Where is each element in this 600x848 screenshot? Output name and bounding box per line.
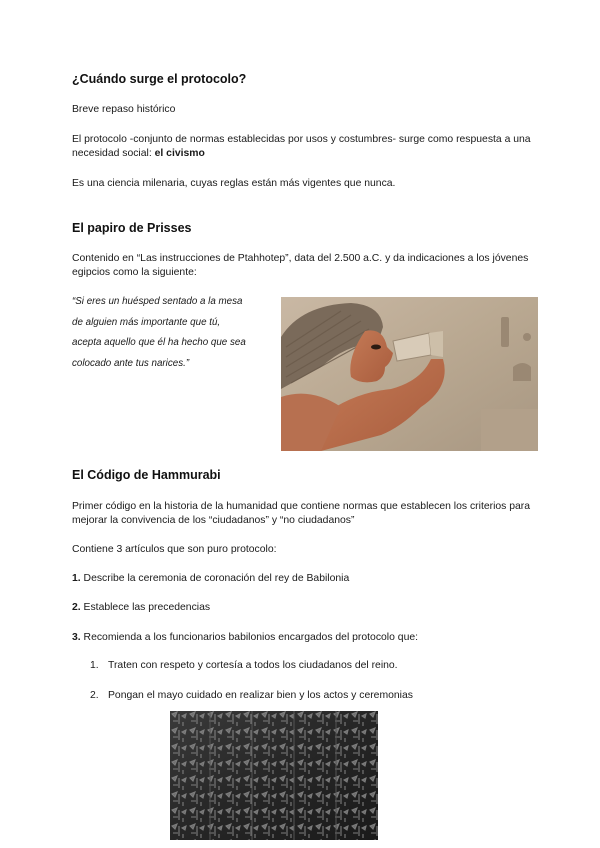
article-text: Recomienda a los funcionarios babilonios encargados del protocolo que: <box>80 632 419 643</box>
egyptian-relief-image <box>281 297 538 451</box>
article-number: 3. <box>72 632 81 643</box>
quote-line: acepta aquello que él ha hecho que sea <box>72 337 246 348</box>
article-number: 1. <box>72 573 81 584</box>
paragraph-protocol-definition <box>72 133 532 161</box>
article-text: Establece las precedencias <box>80 602 211 613</box>
sublist-text: Pongan el mayo cuidado en realizar bien y los actos y ceremonias <box>108 690 413 701</box>
article-item <box>72 572 349 586</box>
article-item <box>72 631 418 645</box>
heading-prisses-papyrus: El papiro de Prisses <box>72 221 192 235</box>
article-item <box>72 601 210 615</box>
quote-block <box>72 292 277 374</box>
sublist-number: 1. <box>90 660 99 671</box>
cuneiform-stele-image <box>170 711 378 840</box>
paragraph-ptahhotep-intro: Contenido en “Las instrucciones de Ptahhotep”, data del 2.500 a.C. y da indicaciones a los jóvenes egipcios como la siguiente: <box>72 253 529 278</box>
quote-line: colocado ante tus narices.” <box>72 357 190 369</box>
quote-line: “Si eres un huésped sentado a la mesa <box>72 296 243 307</box>
sublist-number: 2. <box>90 690 99 701</box>
heading-hammurabi-code: El Código de Hammurabi <box>72 468 221 482</box>
heading-protocol-origin: ¿Cuándo surge el protocolo? <box>72 72 247 86</box>
quote-line: de alguien más importante que tú, <box>72 316 221 328</box>
paragraph-millenary-science: Es una ciencia milenaria, cuyas reglas están más vigentes que nunca. <box>72 178 396 189</box>
definition-bold: el civismo <box>154 148 205 159</box>
article-number: 2. <box>72 602 81 613</box>
sublist-item <box>90 660 398 671</box>
sublist-text: Traten con respeto y cortesía a todos los ciudadanos del reino. <box>108 660 398 671</box>
sublist-item <box>90 690 413 701</box>
subtitle-historical-review: Breve repaso histórico <box>72 104 176 115</box>
paragraph-hammurabi-intro: Primer código en la historia de la humanidad que contiene normas que establecen los criterios para mejorar la convivencia de los “ciudadanos” y “no ciudadanos” <box>72 501 531 526</box>
definition-text: El protocolo -conjunto de normas establecidas por usos y costumbres- surge como respuesta a una necesidad social: <box>72 134 531 159</box>
paragraph-articles-intro: Contiene 3 artículos que son puro protocolo: <box>72 544 277 555</box>
article-text: Describe la ceremonia de coronación del rey de Babilonia <box>80 573 350 584</box>
